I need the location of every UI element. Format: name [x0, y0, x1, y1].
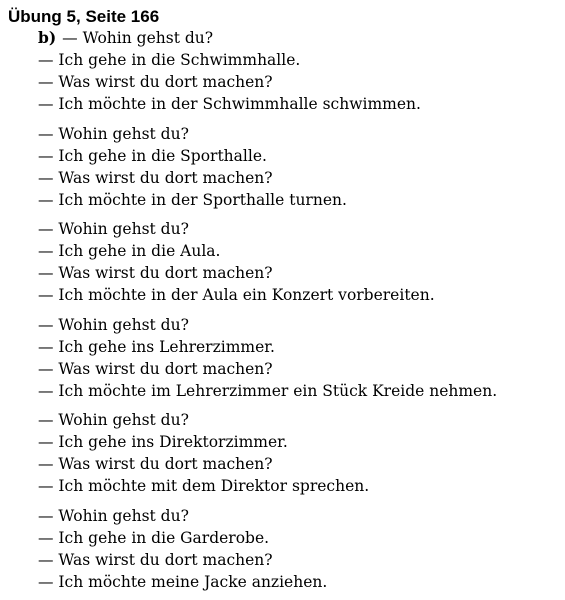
dialogue-line: — Wohin gehst du? — [38, 220, 189, 238]
dialogue-block — [38, 218, 497, 306]
dialogue-line: — Was wirst du dort machen? — [38, 550, 273, 569]
exercise-heading: Übung 5, Seite 166 — [8, 7, 160, 26]
dialogue-line: — Wohin gehst du? — [38, 411, 189, 429]
dialogue-line: — Ich möchte meine Jacke anziehen. — [38, 572, 328, 591]
dialogue-line — [38, 27, 497, 49]
dialogue-line-text: — Wohin gehst du? — [62, 29, 214, 47]
dialogue-line: — Wohin gehst du? — [38, 315, 189, 334]
dialogue-line: — Was wirst du dort machen? — [38, 168, 273, 187]
dialogue-line: — Ich gehe in die Garderobe. — [38, 528, 270, 547]
dialogue-list — [38, 27, 497, 600]
dialogue-line: — Ich gehe in die Schwimmhalle. — [38, 51, 301, 69]
dialogue-block — [38, 27, 497, 115]
dialogue-line: — Was wirst du dort machen? — [38, 73, 273, 91]
dialogue-line: — Ich gehe in die Sporthalle. — [38, 146, 267, 165]
dialogue-line: — Ich möchte mit dem Direktor sprechen. — [38, 477, 370, 495]
dialogue-line: — Ich gehe ins Lehrerzimmer. — [38, 337, 275, 356]
dialogue-line: — Was wirst du dort machen? — [38, 455, 273, 473]
dialogue-line: — Ich gehe ins Direktorzimmer. — [38, 433, 288, 451]
dialogue-line: — Ich möchte in der Sporthalle turnen. — [38, 190, 347, 209]
dialogue-line: — Ich möchte in der Schwimmhalle schwimmen. — [38, 95, 421, 113]
dialogue-block — [38, 123, 497, 211]
dialogue-line: — Wohin gehst du? — [38, 506, 189, 525]
dialogue-block — [38, 314, 497, 402]
dialogue-line: — Wohin gehst du? — [38, 124, 189, 143]
dialogue-line: — Was wirst du dort machen? — [38, 359, 273, 378]
dialogue-line: — Ich möchte in der Aula ein Konzert vorbereiten. — [38, 286, 435, 304]
dialogue-block — [38, 505, 497, 593]
dialogue-line: — Ich möchte im Lehrerzimmer ein Stück Kreide nehmen. — [38, 381, 498, 400]
dialogue-block — [38, 409, 497, 497]
section-label: b) — [38, 28, 57, 47]
dialogue-line: — Ich gehe in die Aula. — [38, 242, 221, 260]
dialogue-line: — Was wirst du dort machen? — [38, 264, 273, 282]
